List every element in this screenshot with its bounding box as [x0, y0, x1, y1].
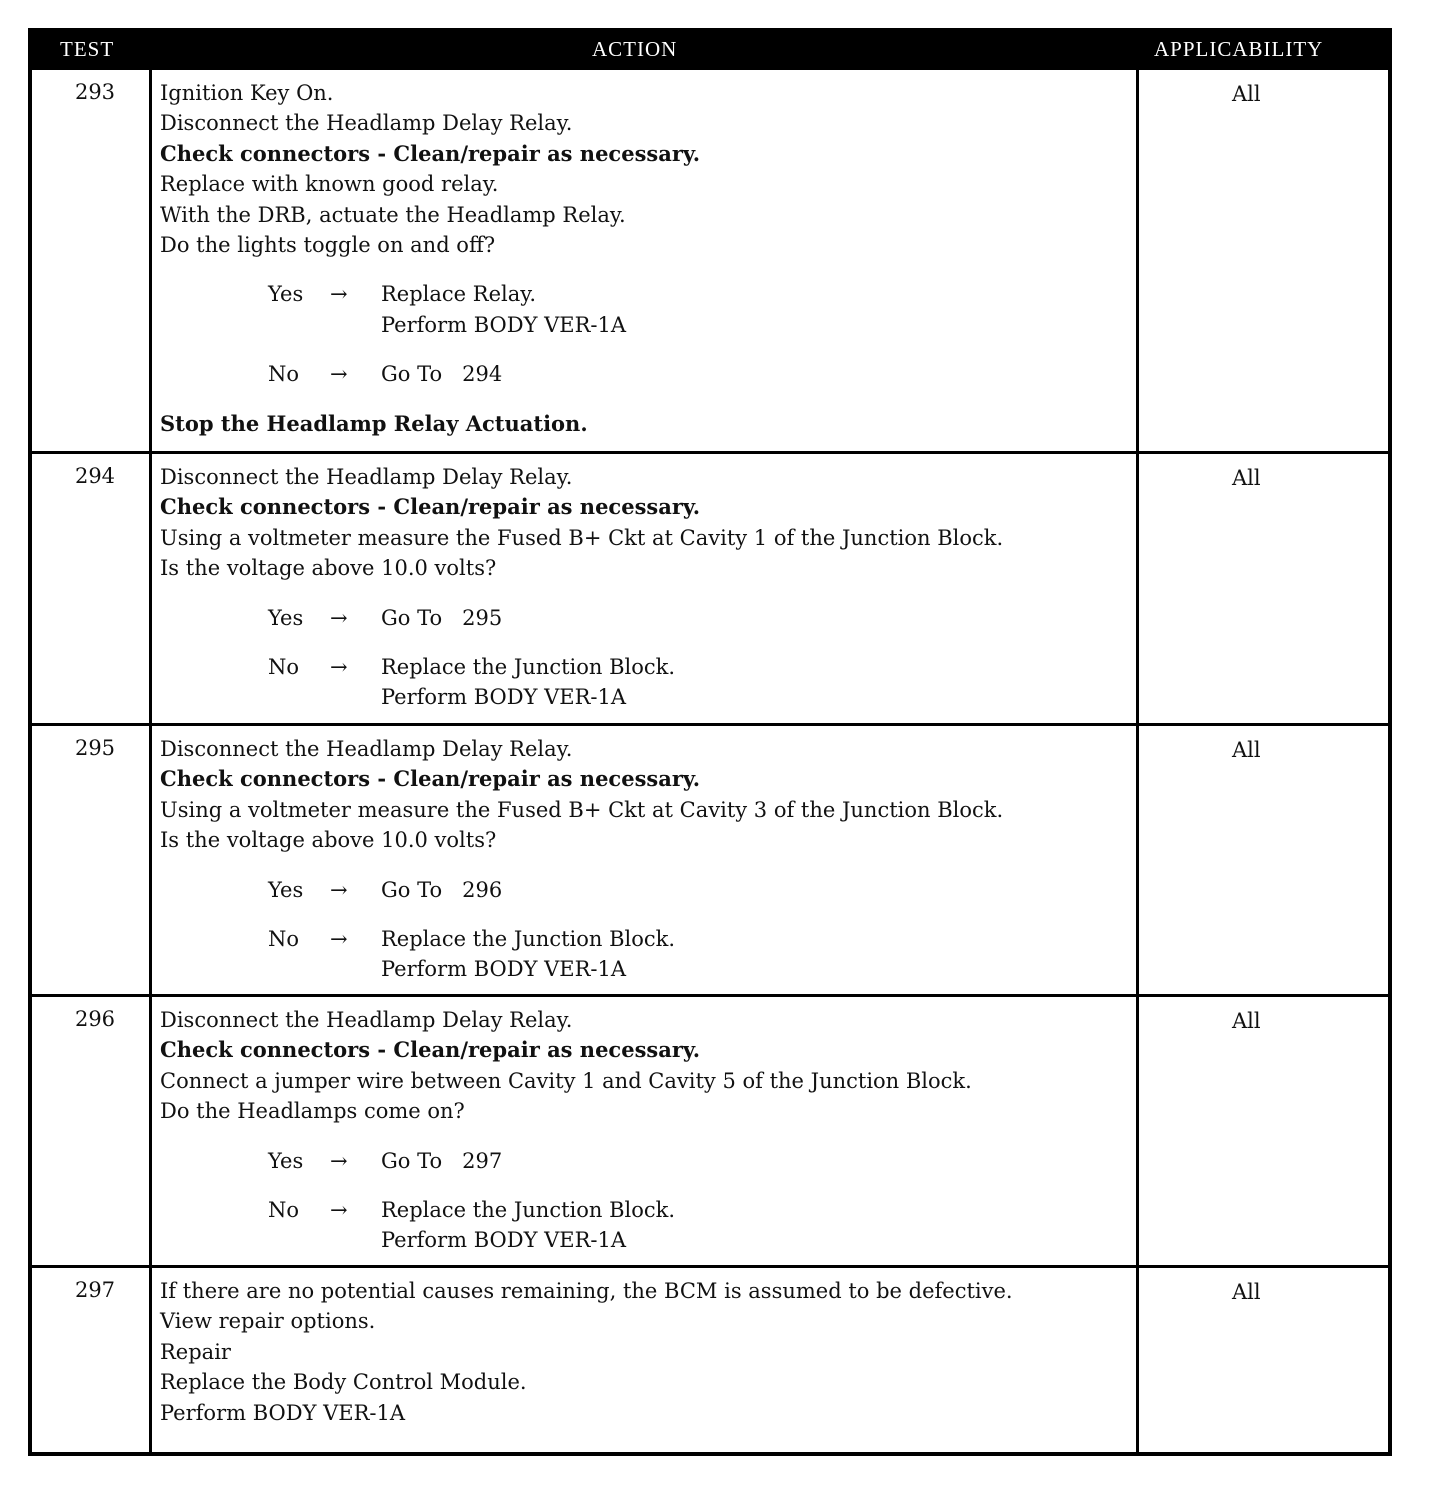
- table-header: [32, 32, 1388, 70]
- action-cell: [160, 462, 1140, 713]
- test-number: 296: [74, 1007, 116, 1031]
- action-line: Using a voltmeter measure the Fused B+ Ckt at Cavity 1 of the Junction Block.: [160, 525, 1004, 550]
- no-result: Perform BODY VER-1A: [381, 685, 627, 710]
- arrow-icon: →: [330, 1198, 348, 1223]
- no-result: Perform BODY VER-1A: [381, 957, 627, 982]
- action-question: Is the voltage above 10.0 volts?: [160, 828, 497, 853]
- no-branch: [160, 652, 1140, 713]
- yes-label: Yes: [268, 605, 304, 630]
- yes-result: Perform BODY VER-1A: [381, 312, 627, 337]
- test-row-296: [32, 994, 1388, 1265]
- no-branch: [160, 1195, 1140, 1256]
- header-test: TEST: [60, 37, 115, 61]
- yes-label: Yes: [268, 282, 304, 307]
- applicability-value: All: [1232, 82, 1261, 106]
- action-cell: [160, 1276, 1140, 1428]
- test-row-297: [32, 1265, 1388, 1456]
- no-result: Replace the Junction Block.: [381, 655, 676, 680]
- test-row-293: [32, 70, 1388, 451]
- yes-branch: [160, 875, 1140, 905]
- no-label: No: [268, 1198, 300, 1223]
- arrow-icon: →: [330, 282, 348, 307]
- repair-label: Repair: [160, 1339, 231, 1364]
- yes-branch: [160, 1146, 1140, 1176]
- action-line: Disconnect the Headlamp Delay Relay.: [160, 737, 573, 761]
- header-applicability: APPLICABILITY: [1154, 37, 1324, 61]
- action-line: Connect a jumper wire between Cavity 1 and Cavity 5 of the Junction Block.: [160, 1068, 972, 1093]
- yes-label: Yes: [268, 877, 304, 902]
- no-branch: [160, 359, 1140, 389]
- yes-result: Go To 296: [381, 877, 503, 902]
- action-line-bold: Check connectors - Clean/repair as necessary.: [160, 494, 701, 520]
- test-row-294: [32, 451, 1388, 723]
- yes-result: Go To 295: [381, 605, 503, 630]
- test-number: 293: [74, 80, 116, 104]
- no-label: No: [268, 655, 300, 680]
- action-line: View repair options.: [160, 1309, 376, 1334]
- test-row-295: [32, 723, 1388, 994]
- no-branch: [160, 924, 1140, 985]
- applicability-value: All: [1232, 1009, 1261, 1033]
- action-line-bold: Check connectors - Clean/repair as necessary.: [160, 140, 701, 166]
- action-footer-bold: Stop the Headlamp Relay Actuation.: [160, 410, 588, 436]
- arrow-icon: →: [330, 655, 348, 680]
- action-question: Do the Headlamps come on?: [160, 1099, 465, 1124]
- no-label: No: [268, 362, 300, 387]
- arrow-icon: →: [330, 362, 348, 387]
- action-line: Ignition Key On.: [160, 81, 334, 105]
- action-line: Replace with known good relay.: [160, 172, 499, 197]
- action-line: With the DRB, actuate the Headlamp Relay.: [160, 202, 626, 227]
- no-result: Perform BODY VER-1A: [381, 1228, 627, 1253]
- yes-result: Replace Relay.: [381, 282, 537, 307]
- repair-step: Perform BODY VER-1A: [160, 1400, 406, 1425]
- action-line: Disconnect the Headlamp Delay Relay.: [160, 1008, 573, 1032]
- action-cell: [160, 78, 1140, 439]
- repair-step: Replace the Body Control Module.: [160, 1370, 527, 1395]
- arrow-icon: →: [330, 877, 348, 902]
- test-number: 295: [74, 736, 116, 760]
- action-line: If there are no potential causes remaining, the BCM is assumed to be defective.: [160, 1279, 1013, 1303]
- applicability-value: All: [1232, 1280, 1261, 1304]
- test-number: 297: [74, 1278, 116, 1302]
- arrow-icon: →: [330, 927, 348, 952]
- action-question: Is the voltage above 10.0 volts?: [160, 556, 497, 581]
- no-result: Replace the Junction Block.: [381, 1198, 676, 1223]
- action-cell: [160, 1005, 1140, 1256]
- action-line-bold: Check connectors - Clean/repair as necessary.: [160, 1037, 701, 1063]
- no-result: Go To 294: [381, 362, 503, 387]
- diagnostic-table: [28, 28, 1392, 1456]
- no-label: No: [268, 927, 300, 952]
- yes-branch: [160, 279, 1140, 340]
- action-line: Disconnect the Headlamp Delay Relay.: [160, 111, 573, 136]
- yes-branch: [160, 603, 1140, 633]
- action-question: Do the lights toggle on and off?: [160, 233, 496, 258]
- applicability-value: All: [1232, 738, 1261, 762]
- action-cell: [160, 734, 1140, 985]
- arrow-icon: →: [330, 605, 348, 630]
- header-action: ACTION: [592, 37, 678, 61]
- test-number: 294: [74, 464, 116, 488]
- action-line-bold: Check connectors - Clean/repair as necessary.: [160, 766, 701, 792]
- yes-label: Yes: [268, 1148, 304, 1173]
- action-line: Using a voltmeter measure the Fused B+ Ckt at Cavity 3 of the Junction Block.: [160, 797, 1004, 822]
- action-line: Disconnect the Headlamp Delay Relay.: [160, 465, 573, 489]
- applicability-value: All: [1232, 466, 1261, 490]
- yes-result: Go To 297: [381, 1148, 503, 1173]
- arrow-icon: →: [330, 1148, 348, 1173]
- no-result: Replace the Junction Block.: [381, 927, 676, 952]
